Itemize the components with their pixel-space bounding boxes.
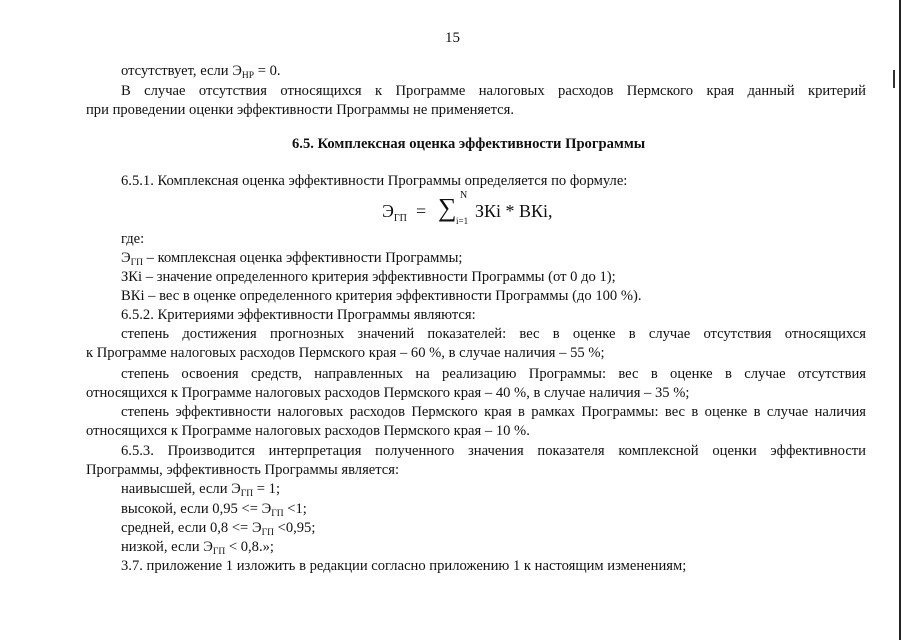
text-line: при проведении оценки эффективности Программы не применяется. [86, 102, 515, 118]
text-line: отсутствует, если $Э_{НР} = 0$. [121, 63, 281, 81]
page-number: 15 [445, 30, 460, 46]
text-line: степень достижения прогнозных значений показателей: вес в оценке в случае отсутствия относящихся [121, 326, 866, 342]
text-line: Программы, эффективность Программы является: [86, 462, 400, 478]
sum-upper-limit: N [460, 190, 468, 201]
text-line: 6.5.2. Критериями эффективности Программы являются: [121, 307, 476, 323]
text-line: степень эффективности налоговых расходов Пермского края в рамках Программы: вес в оценке в случае наличия [121, 404, 866, 420]
text-line: степень освоения средств, направленных на реализацию Программы: вес в оценке в случае отсутствия [121, 366, 866, 382]
definition-line: ВКi – вес в оценке определенного критерия эффективности Программы (до 100 %). [121, 288, 642, 304]
text-line: В случае отсутствия относящихся к Программе налоговых расходов Пермского края данный критерий [121, 83, 866, 99]
text-line: 6.5.3. Производится интерпретация полученного значения показателя комплексной оценки эффективности [121, 443, 866, 459]
rating-line: средней, если $0,8 <= Э_{ГП} <0,95$; [121, 520, 316, 538]
text-line: относящихся к Программе налоговых расходов Пермского края – 40 %, в случае наличия – 35 %; [86, 385, 690, 401]
text-line: где: [121, 231, 145, 247]
sigma-symbol: ∑ [438, 193, 457, 222]
text-line: 3.7. приложение 1 изложить в редакции согласно приложению 1 к настоящим изменениям; [121, 558, 687, 574]
rating-line: высокой, если $0,95 <= Э_{ГП} <1$; [121, 501, 307, 519]
text-line: относящихся к Программе налоговых расходов Пермского края – 10 %. [86, 423, 530, 439]
formula-lhs: $Э_{ГП}$ [382, 201, 407, 224]
definition-line: ЗКi – значение определенного критерия эффективности Программы (от 0 до 1); [121, 269, 616, 285]
text-line: 6.5.1. Комплексная оценка эффективности Программы определяется по формуле: [121, 173, 628, 189]
text-line: к Программе налоговых расходов Пермского края – 60 %, в случае наличия – 55 %; [86, 345, 605, 361]
rating-line: низкой, если $Э_{ГП} < 0,8$.»; [121, 539, 274, 557]
page-edge-line [899, 0, 901, 640]
section-heading: 6.5. Комплексная оценка эффективности Программы [292, 136, 646, 152]
sum-lower-limit: i=1 [456, 216, 469, 226]
formula-equals: = [416, 201, 427, 221]
formula-rhs: ЗКi * ВКi, [475, 201, 553, 221]
page-edge-mark [893, 70, 895, 88]
definition-line: $Э_{ГП}$ – комплексная оценка эффективности Программы; [121, 250, 463, 268]
formula [382, 192, 582, 232]
rating-line: наивысшей, если $Э_{ГП} = 1$; [121, 481, 281, 499]
